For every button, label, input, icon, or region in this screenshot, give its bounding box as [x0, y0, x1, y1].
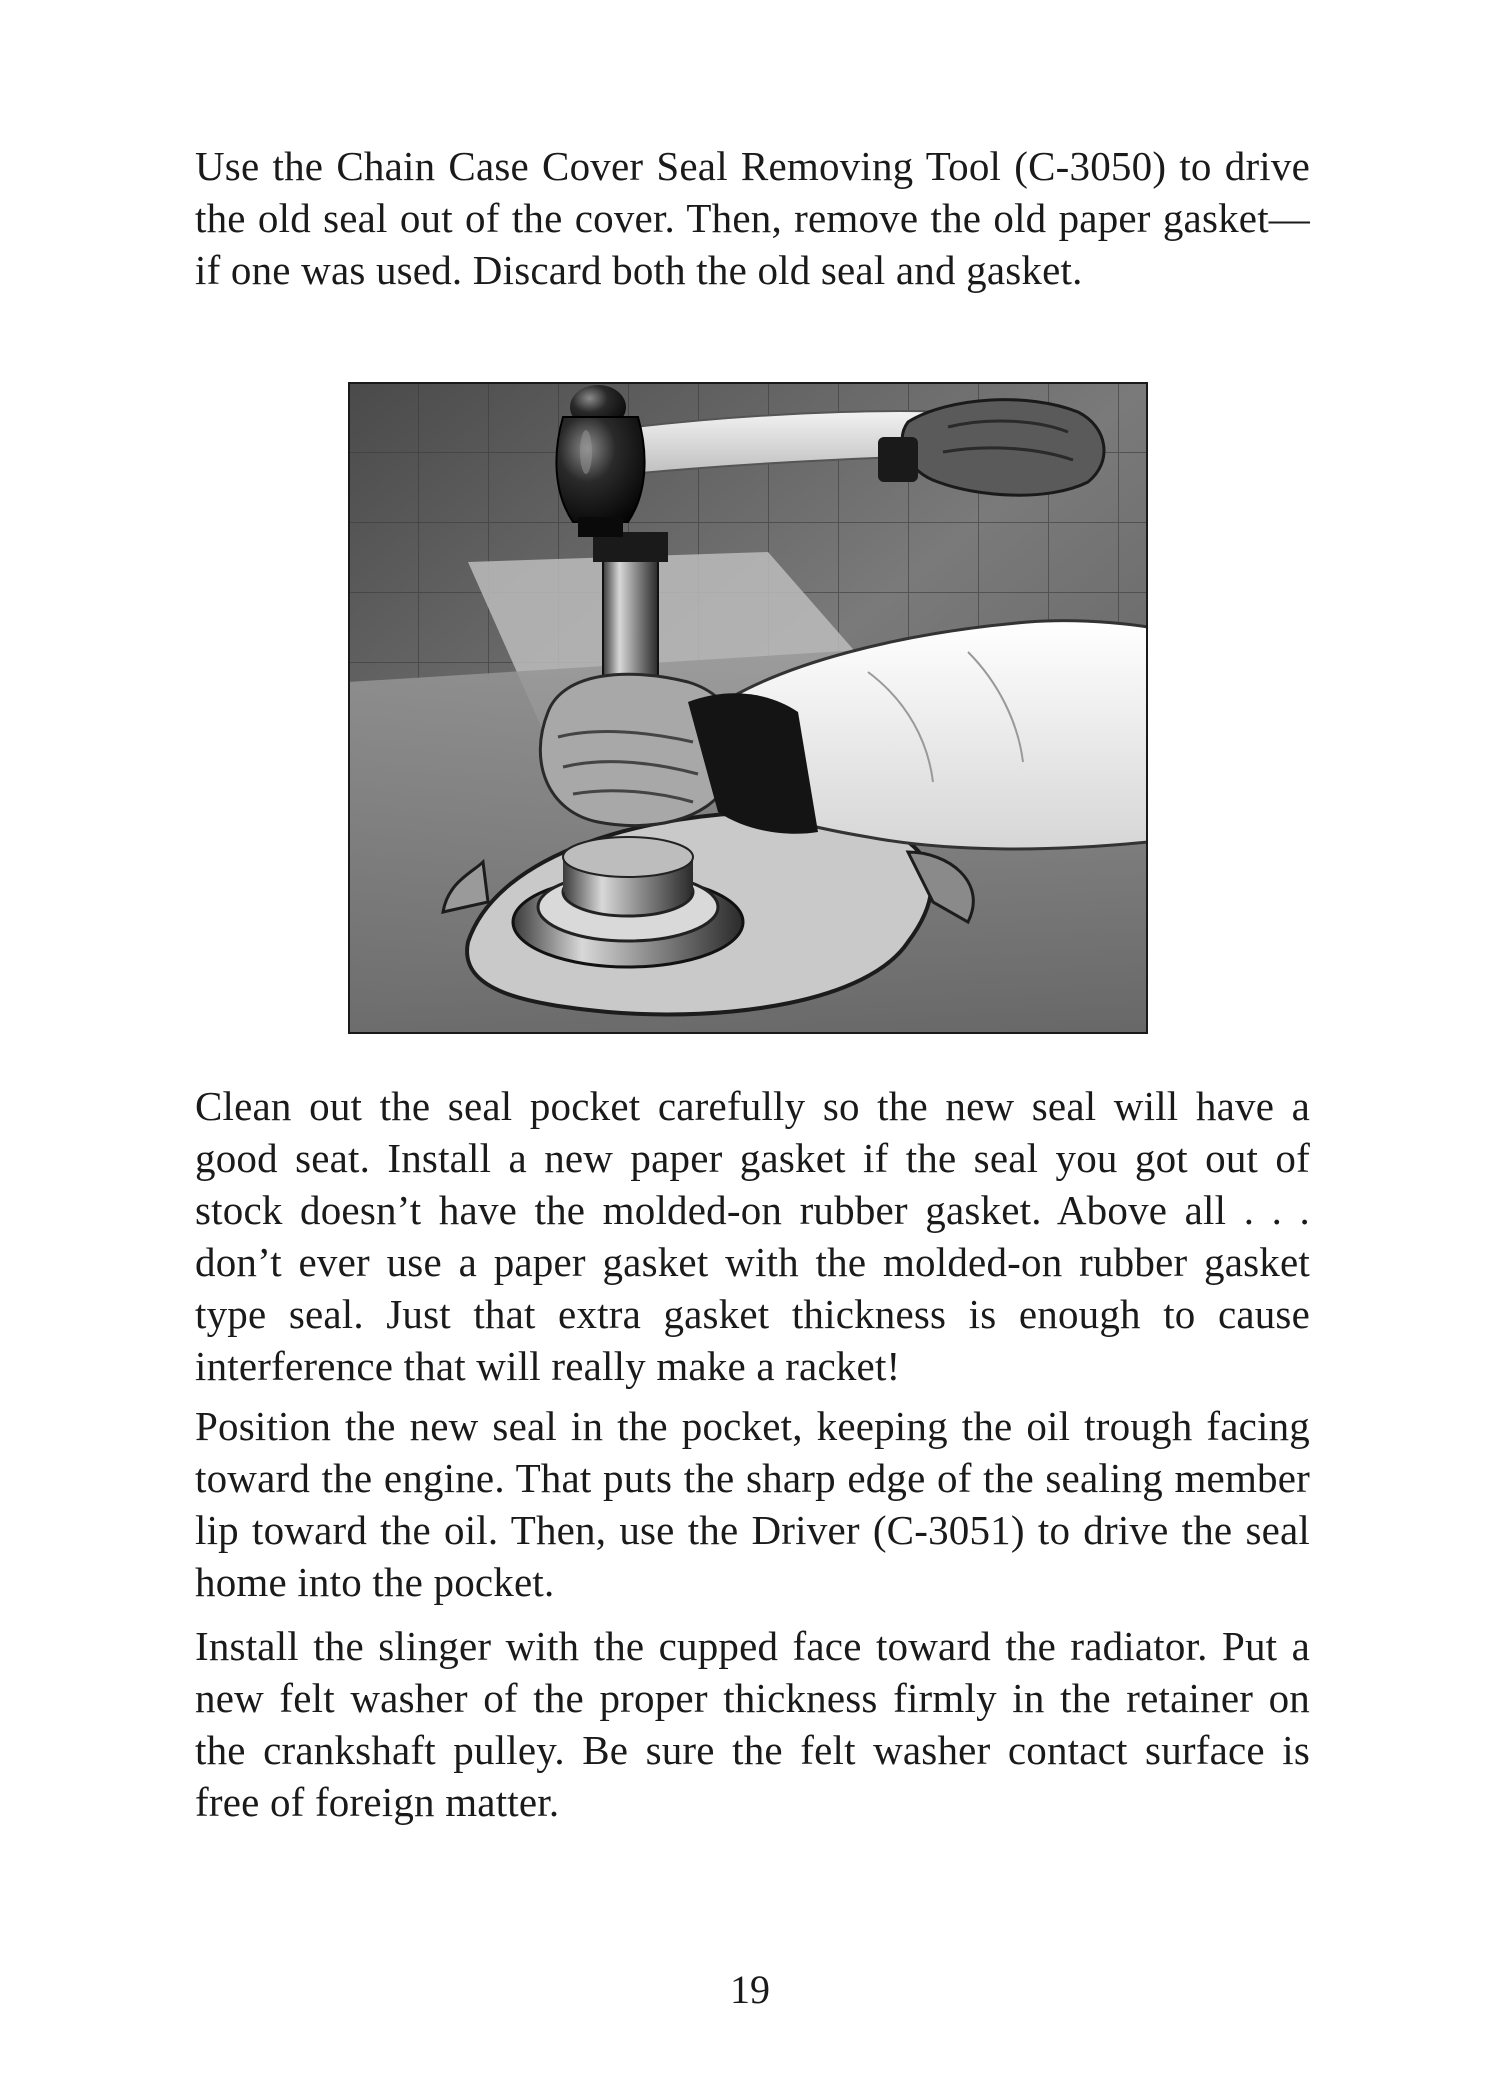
photo-illustration [348, 382, 1148, 1034]
paragraph-remove-old-seal: Use the Chain Case Cover Seal Removing Tool (C-3050) to drive the old seal out of the cover. Then, remove the old paper gasket—if one was used. Discard both the old seal and gasket. [195, 143, 1310, 293]
paragraph-clean-seal-pocket: Clean out the seal pocket carefully so the new seal will have a good seat. Install a new paper gasket if the seal you got out of stock doesn’t have the molded-on rubber gasket. Above all . . . don’t ever use a paper gasket with the molded-on rubber gasket type seal. Just that extra gasket thickness is enough to cause interference that will really make a racket! [195, 1083, 1310, 1389]
page-number: 19 [730, 1967, 770, 2012]
paragraph-position-new-seal: Position the new seal in the pocket, keeping the oil trough facing toward the engine. That puts the sharp edge of the sealing member lip toward the oil. Then, use the Driver (C-3051) to drive the seal home into the pocket. [195, 1403, 1310, 1605]
paragraph-install-slinger: Install the slinger with the cupped face toward the radiator. Put a new felt washer of the proper thickness firmly in the retainer on the crankshaft pulley. Be sure the felt washer contact surface is free of foreign matter. [195, 1623, 1310, 1825]
photo-seal-removal [348, 382, 1148, 1034]
